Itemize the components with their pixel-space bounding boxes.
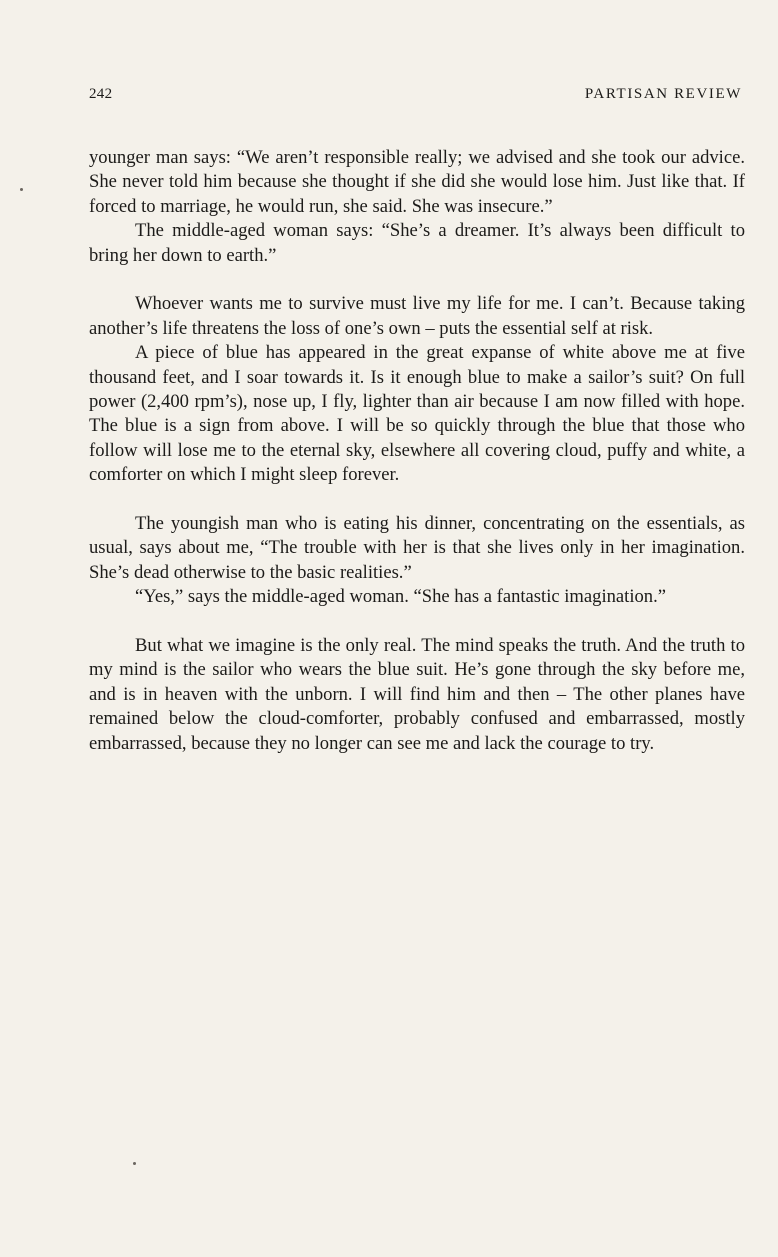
paragraph: The middle-aged woman says: “She’s a dreamer. It’s always been difficult to bring her down to earth.”	[89, 220, 745, 266]
running-head	[89, 86, 742, 108]
journal-title: PARTISAN REVIEW	[584, 86, 742, 102]
paragraph: Whoever wants me to survive must live my life for me. I can’t. Because taking another’s life threatens the loss of one’s own – puts the essential self at risk.	[89, 293, 745, 339]
page-number: 242	[89, 86, 113, 102]
paragraph: The youngish man who is eating his dinner, concentrating on the essentials, as usual, says about me, “The trouble with her is that she lives only in her imagination. She’s dead otherwise to the basic realities.”	[89, 513, 745, 583]
paragraph: But what we imagine is the only real. The mind speaks the truth. And the truth to my mind is the sailor who wears the blue suit. He’s gone through the sky before me, and is in heaven with the unborn. I will find him and then – The other planes have remained below the cloud-comforter, probably confused and embarrassed, mostly embarrassed, because they no longer can see me and lack the courage to try.	[89, 635, 745, 754]
print-speck	[133, 1162, 136, 1165]
print-speck	[20, 188, 23, 191]
body-text	[89, 146, 745, 756]
paragraph: “Yes,” says the middle-aged woman. “She has a fantastic imagination.”	[135, 586, 666, 608]
paragraph: A piece of blue has appeared in the great expanse of white above me at five thousand feet, and I soar towards it. Is it enough blue to make a sailor’s suit? On full power (2,400 rpm’s), nose up, I fly, lighter than air because I am now filled with hope. The blue is a sign from above. I will be so quickly through the blue that those who follow will lose me to the eternal sky, elsewhere all covering cloud, puffy and white, a comforter on which I might sleep forever.	[89, 342, 745, 486]
paragraph: younger man says: “We aren’t responsible really; we advised and she took our advice. She never told him because she thought if she did she would lose him. Just like that. If forced to marriage, he would run, she said. She was insecure.”	[89, 147, 745, 217]
